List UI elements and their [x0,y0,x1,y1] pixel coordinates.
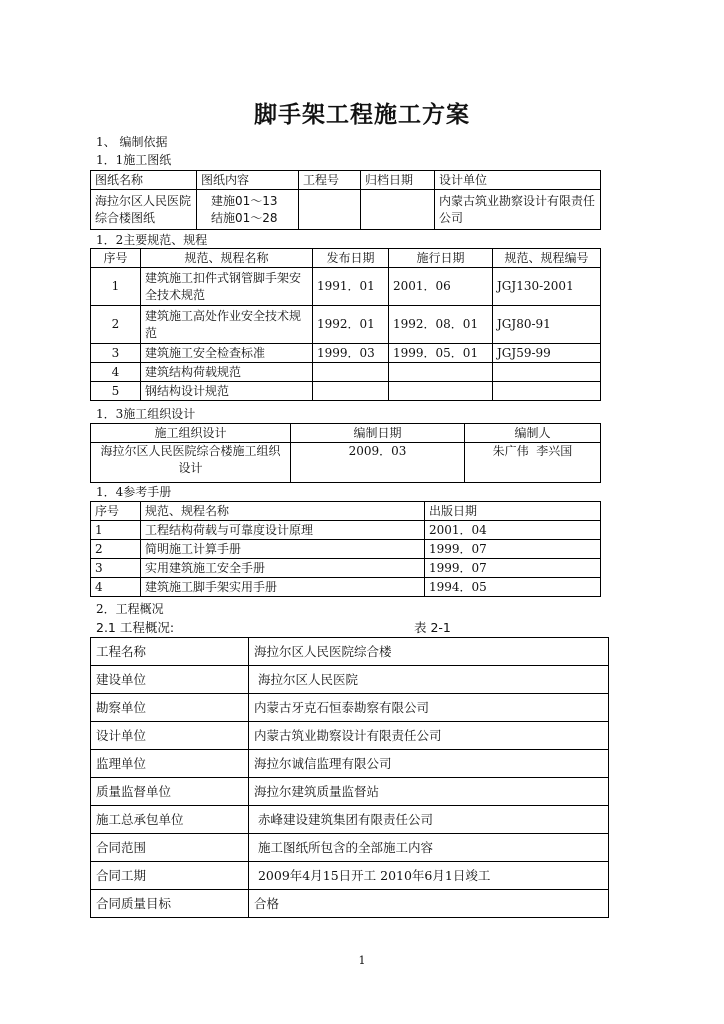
manual-no: 4 [91,578,141,597]
overview-label: 工程名称 [91,638,249,666]
table-row [91,638,609,666]
norm-issued [313,363,389,382]
table-header-cell: 规范、规程编号 [493,249,601,268]
section-1-3-heading: 1．3施工组织设计 [96,407,196,421]
manuals-table [90,501,601,597]
overview-label: 建设单位 [91,666,249,694]
table-header-cell: 规范、规程名称 [141,502,425,521]
drawing-designer: 内蒙古筑业勘察设计有限责任公司 [435,190,601,230]
org-design-name: 海拉尔区人民医院综合楼施工组织设计 [91,443,291,483]
section-1-1-heading: 1．1施工图纸 [96,153,172,167]
table-header-cell: 发布日期 [313,249,389,268]
table-header-cell: 图纸内容 [197,171,299,190]
overview-value: 施工图纸所包含的全部施工内容 [249,834,609,862]
norm-effective: 1992．08．01 [389,306,493,344]
norm-issued: 1992．01 [313,306,389,344]
table-row [91,666,609,694]
norms-table [90,248,601,401]
overview-value: 合格 [249,890,609,918]
table-header-cell: 出版日期 [425,502,601,521]
table-row [91,862,609,890]
drawing-content [197,190,299,230]
overview-value: 海拉尔区人民医院综合楼 [249,638,609,666]
table-row [91,890,609,918]
overview-label: 合同范围 [91,834,249,862]
manual-name: 实用建筑施工安全手册 [141,559,425,578]
norm-name: 建筑施工安全检查标准 [141,344,313,363]
manual-name: 简明施工计算手册 [141,540,425,559]
table-header-cell: 施工组织设计 [91,424,291,443]
overview-label: 设计单位 [91,722,249,750]
norm-no: 1 [91,268,141,306]
table-row [91,578,601,597]
overview-label: 勘察单位 [91,694,249,722]
table-row [91,778,609,806]
section-2-1-heading: 2.1 工程概况: [96,620,175,635]
table-header-row [91,424,601,443]
manual-date: 1999．07 [425,540,601,559]
norm-no: 2 [91,306,141,344]
drawing-content-architecture: 建施01～13 [211,193,278,208]
norm-issued [313,382,389,401]
table-row [91,521,601,540]
overview-value: 海拉尔诚信监理有限公司 [249,750,609,778]
table-header-cell: 序号 [91,502,141,521]
drawing-name: 海拉尔区人民医院综合楼图纸 [91,190,197,230]
norm-code: JGJ130-2001 [493,268,601,306]
table-header-cell: 施行日期 [389,249,493,268]
norm-issued: 1999．03 [313,344,389,363]
section-1-2-heading: 1．2主要规范、规程 [96,233,208,247]
table-row [91,382,601,401]
table-header-cell: 编制人 [465,424,601,443]
table-2-1-caption: 表 2-1 [414,620,451,635]
org-design-date: 2009．03 [291,443,465,483]
overview-value: 海拉尔区人民医院 [249,666,609,694]
drawing-project-no [299,190,361,230]
table-header-cell: 工程号 [299,171,361,190]
table-row [91,750,609,778]
norm-name: 建筑施工高处作业安全技术规范 [141,306,313,344]
section-2-heading: 2．工程概况 [96,602,164,616]
norm-no: 5 [91,382,141,401]
manual-name: 工程结构荷载与可靠度设计原理 [141,521,425,540]
manual-no: 1 [91,521,141,540]
table-row [91,540,601,559]
table-row [91,363,601,382]
norm-no: 3 [91,344,141,363]
table-header-row [91,171,601,190]
table-row [91,694,609,722]
page-number: 1 [358,954,366,967]
manual-no: 3 [91,559,141,578]
table-header-cell: 规范、规程名称 [141,249,313,268]
manual-date: 1999．07 [425,559,601,578]
overview-value: 内蒙古筑业勘察设计有限责任公司 [249,722,609,750]
norm-code [493,382,601,401]
table-header-cell: 归档日期 [361,171,435,190]
section-1-4-heading: 1．4参考手册 [96,485,172,499]
drawing-content-structure: 结施01～28 [211,210,278,225]
manual-date: 2001．04 [425,521,601,540]
table-header-cell: 编制日期 [291,424,465,443]
table-row [91,834,609,862]
table-row [91,806,609,834]
org-design-table [90,423,601,483]
table-header-cell: 设计单位 [435,171,601,190]
overview-label: 监理单位 [91,750,249,778]
norm-effective [389,382,493,401]
table-row [91,344,601,363]
table-row [91,559,601,578]
manual-no: 2 [91,540,141,559]
norm-name: 建筑结构荷载规范 [141,363,313,382]
overview-value: 赤峰建设建筑集团有限责任公司 [249,806,609,834]
section-1-heading: 1、 编制依据 [96,135,168,149]
table-row [91,443,601,483]
project-overview-table [90,637,609,918]
table-row [91,268,601,306]
table-header-cell: 图纸名称 [91,171,197,190]
norm-effective [389,363,493,382]
norm-code: JGJ80-91 [493,306,601,344]
overview-label: 合同工期 [91,862,249,890]
drawing-archive-date [361,190,435,230]
manual-name: 建筑施工脚手架实用手册 [141,578,425,597]
overview-label: 施工总承包单位 [91,806,249,834]
table-header-row [91,249,601,268]
manual-date: 1994．05 [425,578,601,597]
table-row [91,190,601,230]
document-title: 脚手架工程施工方案 [254,101,470,128]
org-design-authors: 朱广伟 李兴国 [465,443,601,483]
norm-name: 建筑施工扣件式钢管脚手架安全技术规范 [141,268,313,306]
overview-value: 2009年4月15日开工 2010年6月1日竣工 [249,862,609,890]
table-header-row [91,502,601,521]
norm-no: 4 [91,363,141,382]
norm-effective: 1999．05．01 [389,344,493,363]
table-row [91,722,609,750]
overview-value: 内蒙古牙克石恒泰勘察有限公司 [249,694,609,722]
overview-label: 质量监督单位 [91,778,249,806]
table-header-cell: 序号 [91,249,141,268]
norm-name: 钢结构设计规范 [141,382,313,401]
overview-label: 合同质量目标 [91,890,249,918]
norm-effective: 2001．06 [389,268,493,306]
drawings-table [90,170,601,230]
overview-value: 海拉尔建筑质量监督站 [249,778,609,806]
norm-code [493,363,601,382]
norm-issued: 1991．01 [313,268,389,306]
table-row [91,306,601,344]
norm-code: JGJ59-99 [493,344,601,363]
